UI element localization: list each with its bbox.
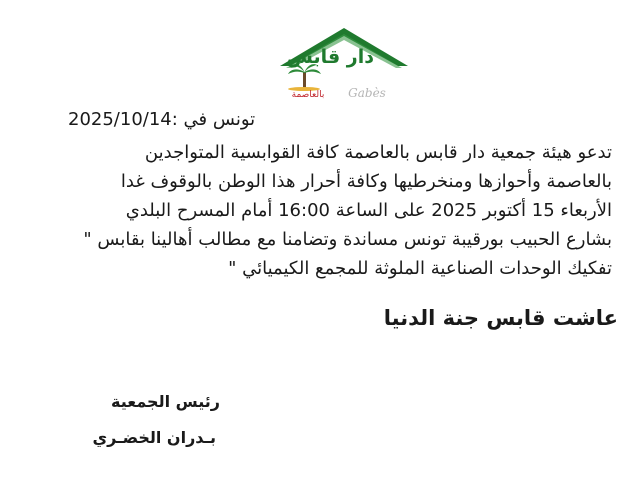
date-value: 2025/10/14 — [68, 109, 172, 130]
body-line: تفكيك الوحدات الصناعية الملوثة للمجمع الكيميائي " — [228, 258, 612, 279]
signature-name: بـدران الخضـري — [92, 428, 216, 447]
slogan: عاشت قابس جنة الدنيا — [383, 306, 618, 330]
date-line — [68, 109, 298, 130]
logo-subtitle-latin: Gabès — [348, 86, 386, 100]
signature-title: رئيس الجمعية — [111, 392, 220, 411]
body-line: بالعاصمة وأحوازها ومنخرطيها وكافة أحرار هذا الوطن بالوقوف غدا — [120, 171, 612, 192]
logo-title: دار قابس — [286, 46, 374, 68]
association-logo — [276, 20, 412, 100]
announcement-body — [60, 138, 612, 283]
body-line: الأربعاء 15 أكتوبر 2025 على الساعة 16:00 أمام المسرح البلدي — [125, 200, 612, 221]
logo-subtitle-arabic: بالعاصمة — [291, 90, 325, 100]
palm-icon — [288, 64, 321, 91]
place-label: تونس في : — [171, 109, 256, 130]
body-line: تدعو هيئة جمعية دار قابس بالعاصمة كافة القوابسية المتواجدين — [144, 142, 612, 163]
body-line: بشارع الحبيب بورقيبة تونس مساندة وتضامنا مع مطالب أهالينا بقابس " — [83, 229, 612, 250]
